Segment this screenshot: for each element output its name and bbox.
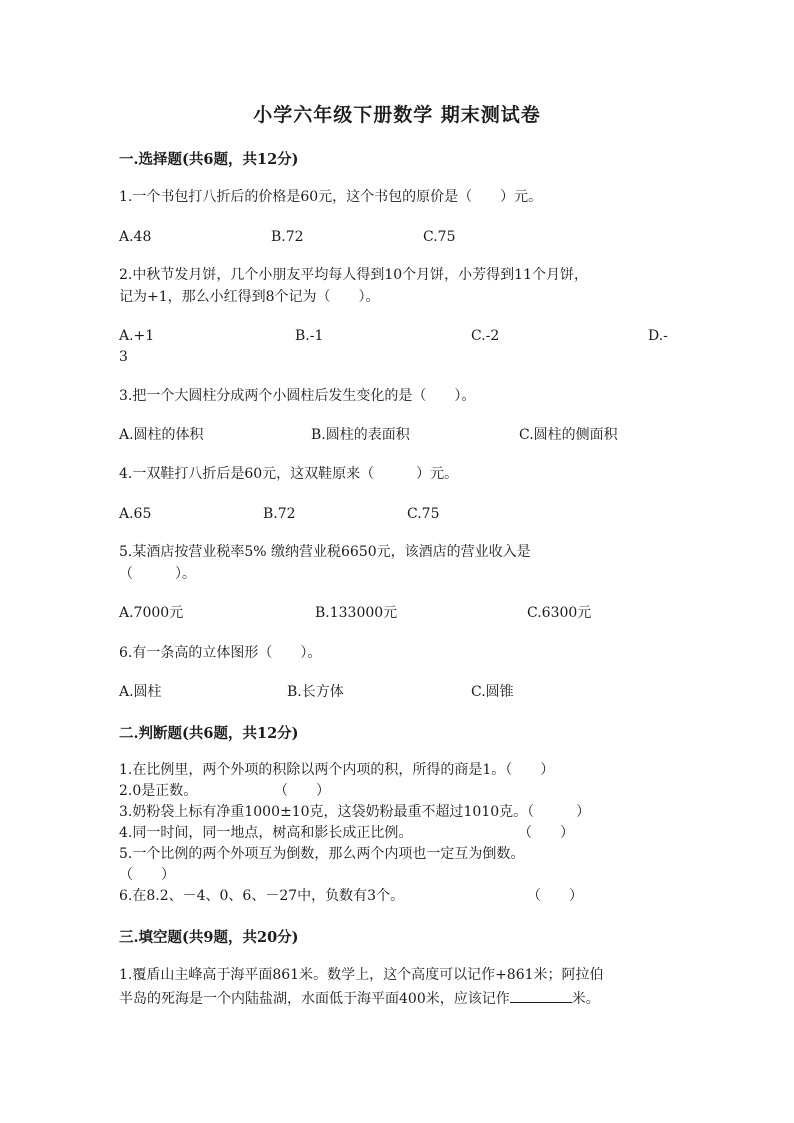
choice-question-2-line1: 2.中秋节发月饼，几个小朋友平均每人得到10个月饼，小芳得到11个月饼， [119, 267, 588, 283]
judge-item-4: 4.同一时间，同一地点，树高和影长成正比例。 [119, 825, 413, 841]
choice-6-option-b: B.长方体 [287, 684, 344, 700]
choice-question-1: 1.一个书包打八折后的价格是60元，这个书包的原价是（ ）元。 [119, 189, 543, 205]
judge-item-2-paren: （ ） [274, 783, 330, 799]
choice-2-option-d: D.- [648, 328, 668, 344]
choice-2-option-d-wrap: 3 [119, 349, 128, 365]
fill-blank[interactable] [510, 986, 572, 1003]
choice-question-4: 4.一双鞋打八折后是60元，这双鞋原来（ ）元。 [119, 466, 459, 482]
choice-3-option-b: B.圆柱的表面积 [311, 427, 410, 443]
fill-question-1-text: 半岛的死海是一个内陆盐湖，水面低于海平面400米，应该记作 [119, 991, 510, 1007]
section-heading-fill: 三.填空题(共9题，共20分) [119, 929, 299, 946]
choice-question-6: 6.有一条高的立体图形（ ）。 [119, 645, 322, 661]
choice-1-option-c: C.75 [423, 229, 456, 245]
choice-4-option-c: C.75 [407, 506, 440, 522]
fill-question-1-line1: 1.覆盾山主峰高于海平面861米。数学上，这个高度可以记作+861米；阿拉伯 [119, 967, 604, 983]
choice-6-option-a: A.圆柱 [119, 684, 162, 700]
judge-item-6-paren: （ ） [527, 888, 583, 904]
choice-5-option-a: A.7000元 [119, 605, 184, 621]
judge-item-1: 1.在比例里，两个外项的积除以两个内项的积，所得的商是1。（ ） [119, 762, 555, 778]
choice-2-option-a: A.+1 [119, 328, 155, 344]
choice-question-5-line1: 5.某酒店按营业税率5% 缴纳营业税6650元，该酒店的营业收入是 [119, 544, 531, 560]
choice-question-2-line2: 记为+1，那么小红得到8个记为（ ）。 [119, 289, 380, 305]
choice-4-option-a: A.65 [119, 506, 152, 522]
choice-question-3: 3.把一个大圆柱分成两个小圆柱后发生变化的是（ ）。 [119, 388, 476, 404]
section-heading-judge: 二.判断题(共6题，共12分) [119, 725, 299, 742]
judge-item-5: 5.一个比例的两个外项互为倒数，那么两个内项也一定互为倒数。 [119, 846, 525, 862]
choice-3-option-a: A.圆柱的体积 [119, 427, 204, 443]
choice-question-5-line2: （ ）。 [119, 566, 196, 582]
choice-4-option-b: B.72 [263, 506, 296, 522]
section-heading-choice: 一.选择题(共6题，共12分) [119, 151, 299, 168]
choice-2-option-b: B.-1 [295, 328, 324, 344]
judge-item-4-paren: （ ） [518, 825, 574, 841]
choice-6-option-c: C.圆锥 [471, 684, 514, 700]
page-title: 小学六年级下册数学 期末测试卷 [253, 104, 541, 126]
choice-5-option-b: B.133000元 [315, 605, 398, 621]
choice-5-option-c: C.6300元 [527, 605, 592, 621]
choice-2-option-c: C.-2 [471, 328, 500, 344]
judge-item-3: 3.奶粉袋上标有净重1000±10克，这袋奶粉最重不超过1010克。（ ） [119, 804, 591, 820]
fill-question-1-line2 [119, 986, 679, 1010]
judge-item-5-paren: （ ） [119, 867, 175, 883]
choice-1-option-a: A.48 [119, 229, 152, 245]
choice-1-option-b: B.72 [271, 229, 304, 245]
fill-question-1-unit: 米。 [571, 991, 600, 1007]
judge-item-2: 2.0是正数。 [119, 783, 198, 799]
judge-item-6: 6.在8.2、－4、0、6、－27中，负数有3个。 [119, 888, 405, 904]
choice-3-option-c: C.圆柱的侧面积 [519, 427, 618, 443]
